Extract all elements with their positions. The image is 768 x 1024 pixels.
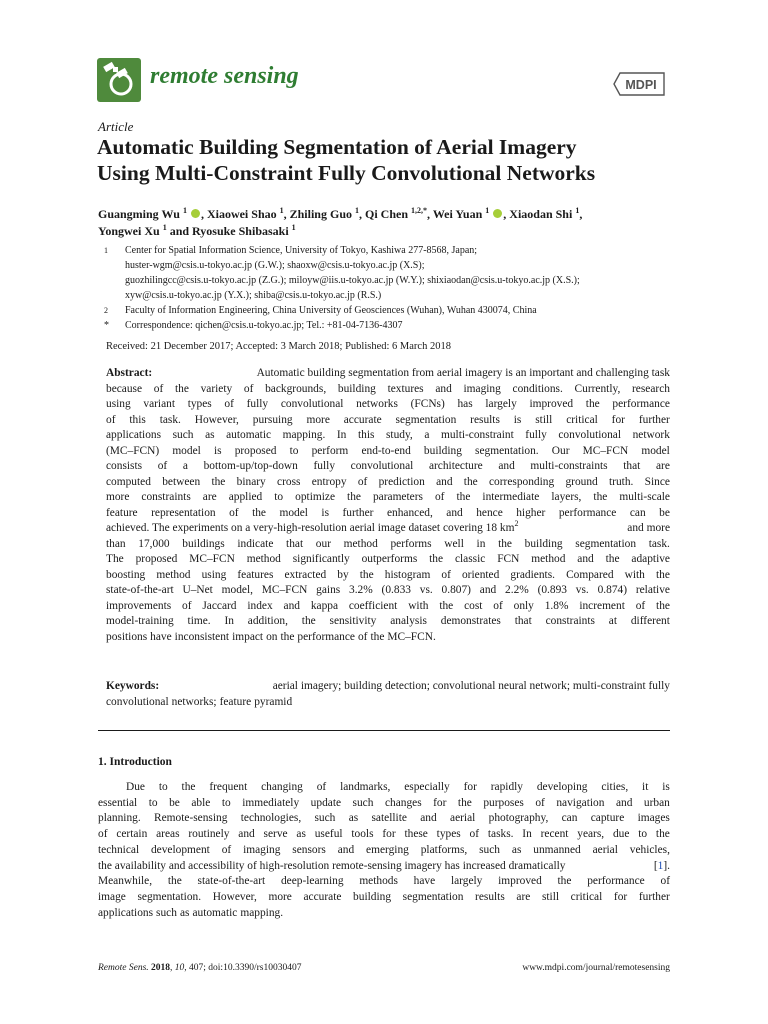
author-list: Guangming Wu $^1$ , Xiaowei Shao $^1$, Zhiling Guo $^1$, Qi Chen $^{1,2,*}$, Wei Yuan $^1$ , Xiaodan Shi $^1$, Yongwei Xu $^1$ and Ryosuke Shibasaki $^1$ bbox=[98, 206, 583, 238]
abstract-text: and more bbox=[627, 522, 670, 534]
author-affiliation: 1 bbox=[575, 206, 580, 215]
author-affiliation: 1 bbox=[279, 206, 284, 215]
affiliation-line: Faculty of Information Engineering, China University of Geosciences (Wuhan), Wuhan 430074, China bbox=[125, 305, 537, 316]
title-line: Automatic Building Segmentation of Aerial Imagery bbox=[97, 135, 577, 159]
author-affiliation: 1 bbox=[355, 206, 359, 215]
author-name: Qi Chen bbox=[365, 207, 409, 221]
keywords-line: convolutional networks; feature pyramid bbox=[106, 696, 293, 708]
journal-name: remote sensing bbox=[150, 63, 299, 89]
correspondence-mark: * bbox=[104, 320, 109, 331]
abstract-line: more constraints are applied to optimize the parameters of the intermediate layers, the multi-scale bbox=[106, 491, 670, 503]
citation-bracket: ]. bbox=[663, 859, 670, 872]
paragraph-line: of certain areas routinely and serve as useful tools for these types of tasks. In recent years, due to the bbox=[98, 828, 670, 841]
author-conjunction: and bbox=[169, 224, 190, 238]
affiliation-item bbox=[104, 303, 704, 318]
author-name: Guangming Wu bbox=[98, 207, 180, 221]
footer-citation: Remote Sens. 2018, 10, 407; doi:10.3390/rs10030407 bbox=[98, 963, 302, 973]
introduction-paragraph bbox=[98, 780, 670, 921]
abstract-line: than 17,000 buildings indicate that our method performs well in the building segmentation task. bbox=[106, 537, 670, 550]
abstract bbox=[106, 366, 670, 645]
abstract-line bbox=[106, 521, 670, 537]
abstract-line: boosting method using features extracted by the histogram of oriented gradients. Compared with the bbox=[106, 568, 670, 581]
author-name: Zhiling Guo bbox=[289, 207, 352, 221]
orcid-icon[interactable] bbox=[191, 209, 200, 218]
abstract-text: Automatic building segmentation from aerial imagery is an important and challenging task bbox=[256, 367, 670, 379]
author-name: Ryosuke Shibasaki bbox=[192, 224, 289, 238]
affiliation-line: xyw@csis.u-tokyo.ac.jp (Y.X.); shiba@csis.u-tokyo.ac.jp (R.S.) bbox=[125, 290, 382, 301]
abstract-line: model-training time. In addition, the sensitivity analysis demonstrates that constraints at different bbox=[106, 615, 670, 627]
abstract-text bbox=[106, 521, 518, 537]
orcid-icon[interactable] bbox=[493, 209, 502, 218]
citation-group bbox=[654, 859, 670, 875]
footer-year: 2018 bbox=[151, 963, 171, 973]
paragraph-line: essential to be able to immediately update such changes for the purposes of navigation and urban bbox=[98, 796, 670, 809]
citation-link[interactable]: 1 bbox=[657, 859, 664, 872]
paragraph-line: applications such as automatic mapping. bbox=[98, 906, 284, 919]
paragraph-text: the availability and accessibility of high-resolution remote-sensing imagery has increased dramatically bbox=[98, 859, 566, 872]
author-affiliation: 1 bbox=[182, 206, 187, 215]
abstract-line: applications such as automatic mapping. In this study, a multi-constraint fully convolutional network bbox=[106, 429, 670, 441]
publisher-name: MDPI bbox=[625, 78, 657, 92]
affiliation-line: huster-wgm@csis.u-tokyo.ac.jp (G.W.); shaoxw@csis.u-tokyo.ac.jp (X.S); bbox=[125, 260, 425, 271]
affiliation-mark: 1 bbox=[104, 246, 108, 255]
footer-volume: 10 bbox=[174, 963, 185, 973]
abstract-line: positions have inconsistent impact on the performance of the MC–FCN. bbox=[106, 630, 436, 643]
superscript: 2 bbox=[514, 519, 519, 529]
footer-journal-abbr: Remote Sens. bbox=[98, 963, 149, 973]
article-type: Article bbox=[98, 119, 134, 134]
paragraph-line: Meanwhile, the state-of-the-art deep-learning methods have largely improved the performance of bbox=[98, 875, 670, 888]
citation-bracket: [ bbox=[653, 859, 658, 872]
affiliation-list bbox=[104, 243, 704, 333]
affiliation-line: guozhilingcc@csis.u-tokyo.ac.jp (Z.G.); miloyw@iis.u-tokyo.ac.jp (W.Y.); shixiaodan@csis.u-tokyo.ac.jp (X.S.); bbox=[125, 275, 580, 286]
author-affiliation: 1,2,* bbox=[411, 206, 428, 215]
abstract-line: (MC–FCN) model is proposed to perform end-to-end building segmentation. Our MC–FCN model bbox=[106, 444, 670, 457]
section-divider bbox=[98, 730, 670, 731]
paper-title bbox=[97, 134, 697, 186]
author-affiliation: 1 bbox=[485, 206, 490, 215]
paragraph-line: planning. Remote-sensing technologies, such as satellite and aerial photography, can capture images bbox=[98, 812, 670, 825]
keywords-label: Keywords: bbox=[106, 680, 160, 692]
abstract-line: feature representation of the model is further enhanced, and hence higher performance can be bbox=[106, 506, 670, 519]
title-line: Using Multi-Constraint Fully Convolutional Networks bbox=[97, 161, 596, 185]
author-name: Yongwei Xu bbox=[98, 224, 160, 238]
affiliation-item bbox=[104, 243, 704, 303]
author-name: Wei Yuan bbox=[432, 207, 483, 221]
paragraph-line bbox=[98, 859, 670, 875]
author-name: Xiaowei Shao bbox=[206, 207, 277, 221]
abstract-line: of this task. However, pursuing more accurate segmentation results is still critical for further bbox=[106, 413, 670, 426]
paragraph-line: image segmentation. However, more accurate building segmentation results are still critical for further bbox=[98, 890, 670, 903]
correspondence-item bbox=[104, 318, 704, 333]
abstract-line: because of the variety of backgrounds, building textures and imaging conditions. Currently, research bbox=[106, 382, 670, 395]
journal-logo-icon bbox=[97, 58, 141, 102]
section-heading: 1. Introduction bbox=[98, 756, 172, 768]
abstract-line: consists of a bottom-up/top-down fully convolutional architecture and multi-constraints that are bbox=[106, 460, 670, 472]
affiliation-line: Center for Spatial Information Science, University of Tokyo, Kashiwa 277-8568, Japan; bbox=[125, 245, 478, 256]
correspondence-line: Correspondence: qichen@csis.u-tokyo.ac.jp; Tel.: +81-04-7136-4307 bbox=[125, 320, 403, 331]
author-affiliation: 1 bbox=[291, 223, 296, 232]
keywords-text: aerial imagery; building detection; convolutional neural network; multi-constraint fully bbox=[272, 680, 670, 692]
abstract-line: computed between the binary cross entropy of prediction and the corresponding ground truth. Since bbox=[106, 475, 670, 488]
paragraph-line: Due to the frequent changing of landmarks, especially for rapidly developing cities, it is bbox=[126, 781, 670, 793]
keywords-line bbox=[106, 678, 670, 694]
abstract-line: state-of-the-art U–Net model, MC–FCN gains 3.2% (0.833 vs. 0.807) and 2.2% (0.893 vs. 0.874) relative bbox=[106, 584, 670, 596]
abstract-text: achieved. The experiments on a very-high-resolution aerial image dataset covering 18 km bbox=[106, 522, 515, 534]
footer-doi: , 407; doi:10.3390/rs10030407 bbox=[184, 963, 302, 973]
abstract-line: The proposed MC–FCN method significantly outperforms the classic FCN method and the adaptive bbox=[106, 553, 670, 565]
keywords bbox=[106, 678, 670, 710]
affiliation-mark: 2 bbox=[104, 306, 108, 315]
author-affiliation: 1 bbox=[162, 223, 167, 232]
abstract-line bbox=[106, 366, 670, 382]
mdpi-logo-icon bbox=[610, 70, 670, 98]
footer-url[interactable]: www.mdpi.com/journal/remotesensing bbox=[522, 963, 670, 973]
abstract-label: Abstract: bbox=[106, 367, 153, 379]
author-name: Xiaodan Shi bbox=[509, 207, 573, 221]
abstract-line: using variant types of fully convolutional networks (FCNs) has largely improved the performance bbox=[106, 398, 670, 410]
paragraph-line: technical development of imaging sensors and emerging platforms, such as unmanned aerial vehicles, bbox=[98, 843, 670, 856]
publication-dates: Received: 21 December 2017; Accepted: 3 March 2018; Published: 6 March 2018 bbox=[106, 341, 451, 352]
abstract-line: improvements of Jaccard index and kappa coefficient with the cost of only 1.8% increment of the bbox=[106, 599, 670, 612]
